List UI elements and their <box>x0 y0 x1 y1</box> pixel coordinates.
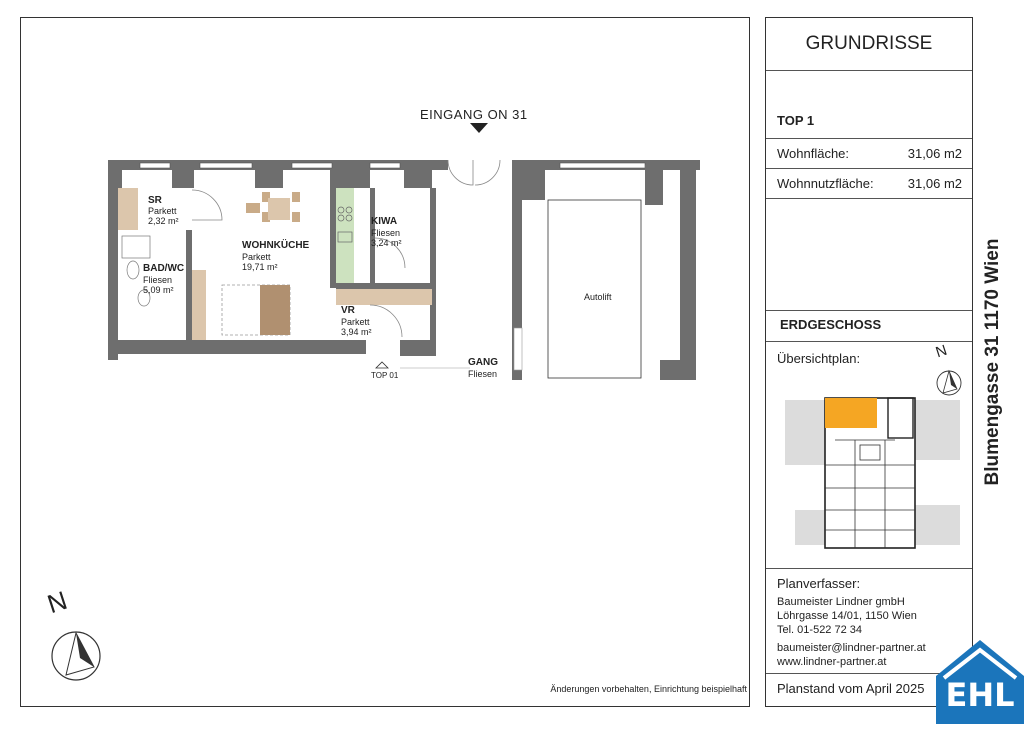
room-name: KIWA <box>371 216 398 227</box>
divider <box>766 168 972 169</box>
room-name: SR <box>148 195 162 206</box>
ehl-logo <box>936 640 1024 724</box>
room-floor: Fliesen <box>143 275 173 285</box>
address-title-text: Blumengasse 31 1170 Wien <box>982 238 1003 486</box>
author-heading: Planverfasser: <box>777 576 861 591</box>
info-panel <box>765 17 973 707</box>
autolift-shaft <box>548 200 641 378</box>
room-floor: Parkett <box>341 317 370 327</box>
author-line: Löhrgasse 14/01, 1150 Wien <box>777 610 917 622</box>
divider <box>766 138 972 139</box>
top-arrow-icon <box>376 362 388 368</box>
autolift-label: Autolift <box>584 292 612 302</box>
plan-compass-label: N <box>43 584 71 620</box>
panel-title: GRUNDRISSE <box>805 33 933 54</box>
room-floor: Fliesen <box>371 228 401 238</box>
parquet-sr <box>118 188 138 230</box>
parquet-strip <box>192 270 206 340</box>
wohnflaeche-value: 31,06 m2 <box>907 146 962 161</box>
room-area: 3,24 m² <box>371 238 402 248</box>
overview-compass-label: N <box>933 341 950 362</box>
overview-label: Übersichtplan: <box>777 351 861 366</box>
address-title <box>973 17 1013 707</box>
room-floor: Fliesen <box>468 369 498 379</box>
top-label: TOP 01 <box>371 371 399 380</box>
entrance-arrow-icon <box>470 123 488 133</box>
contact-web: www.lindner-partner.at <box>777 656 887 668</box>
kitchen-counter <box>336 188 354 283</box>
room-name: VR <box>341 305 355 316</box>
room-area: 3,94 m² <box>341 327 372 337</box>
divider <box>766 310 972 311</box>
room-floor: Parkett <box>148 206 177 216</box>
room-area: 2,32 m² <box>148 216 179 226</box>
facade-wall <box>108 160 700 188</box>
wohnnutzflaeche-value: 31,06 m2 <box>907 176 962 191</box>
divider <box>766 568 972 569</box>
plan-date: Planstand vom April 2025 <box>777 681 925 696</box>
room-name: WOHNKÜCHE <box>242 240 310 251</box>
room-area: 19,71 m² <box>242 262 278 272</box>
disclaimer: Änderungen vorbehalten, Einrichtung beispielhaft <box>550 684 747 694</box>
wohnnutzflaeche-label: Wohnnutzfläche: <box>777 176 874 191</box>
plan-compass <box>52 632 100 680</box>
floor-label: ERDGESCHOSS <box>780 317 882 332</box>
room-name: BAD/WC <box>143 263 185 274</box>
parquet-vr <box>336 289 432 305</box>
logo-text: EHL <box>945 676 1015 714</box>
unit-label: TOP 1 <box>777 113 815 128</box>
contact-email: baumeister@lindner-partner.at <box>777 642 926 654</box>
divider <box>766 70 972 71</box>
author-line: Tel. 01-522 72 34 <box>777 624 863 636</box>
room-name: GANG <box>468 357 498 368</box>
corridor-window <box>514 328 522 370</box>
divider <box>766 198 972 199</box>
entrance-label: EINGANG ON 31 <box>420 107 528 122</box>
wohnflaeche-label: Wohnfläche: <box>777 146 850 161</box>
room-floor: Parkett <box>242 252 271 262</box>
author-line: Baumeister Lindner gmbH <box>777 596 905 608</box>
room-area: 5,09 m² <box>143 285 174 295</box>
